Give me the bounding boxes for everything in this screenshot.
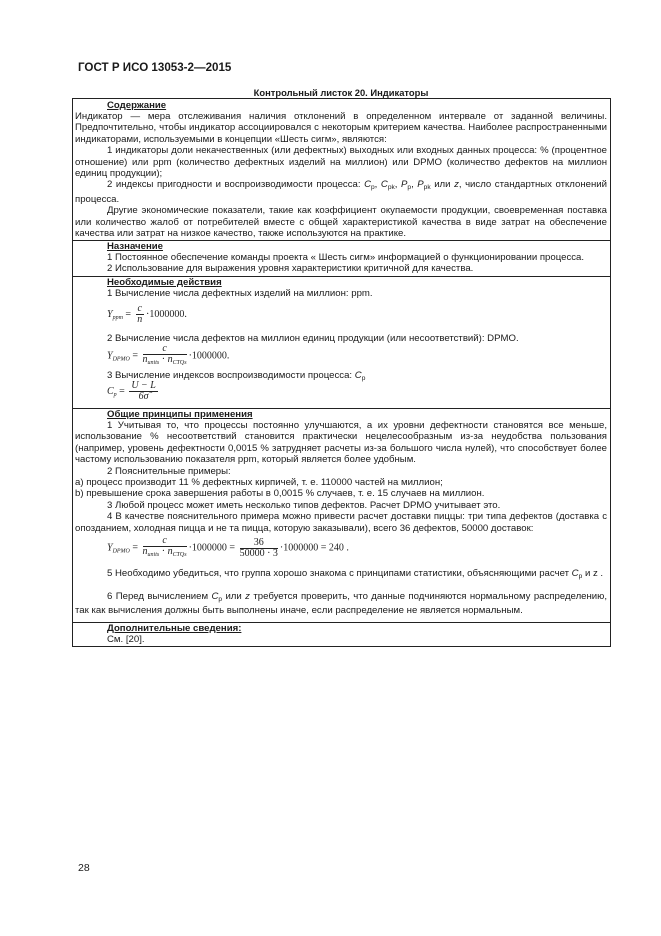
formula-pizza-den-a: n xyxy=(142,546,148,557)
principle-5-symbol: C xyxy=(571,568,579,579)
formula-pizza-tail: ·1000000 = 240 . xyxy=(279,542,349,554)
index-cp-symbol: C xyxy=(364,179,371,191)
formula-pizza-eq: = xyxy=(132,542,139,554)
index-ppk-symbol: P xyxy=(417,179,424,191)
formula-cp-ysub: p xyxy=(113,391,117,398)
checklist-table xyxy=(72,98,611,647)
formula-cp-fraction xyxy=(129,381,158,402)
purpose-heading: Назначение xyxy=(107,241,163,252)
formula-pizza-fraction-1: $\frac{c}{n_{units} \cdot n_{CTQs}}$ xyxy=(142,535,187,558)
indices-tail: число стандартных отклонений процесса. xyxy=(75,179,607,205)
formula-dpmo-den-a-sub: units xyxy=(147,360,160,366)
principles-section xyxy=(73,409,610,622)
index-pp-sub: p xyxy=(407,184,412,192)
formula-pizza-fraction-2 xyxy=(240,538,278,559)
formula-ppm-num: c xyxy=(137,303,142,314)
action-item-3-text: 3 Вычисление индексов воспроизводимости процесса: xyxy=(107,370,353,381)
formula-pizza-y: Y xyxy=(107,542,113,554)
purpose-item-1: 1 Постоянное обеспечение команды проекта « Шесть сигм» информацией о функционировании процесса. xyxy=(107,252,585,263)
formula-pizza-den-b-sub: CTQs xyxy=(172,552,187,558)
principle-6 xyxy=(75,591,607,617)
principle-2: 2 Пояснительные примеры: xyxy=(107,465,231,477)
principle-6-symbol-2: z xyxy=(245,591,250,602)
principle-5-sub: p xyxy=(578,573,583,580)
formula-ppm-y: Y xyxy=(107,308,113,320)
formula-cp-den: 6σ̂ xyxy=(138,391,149,402)
formula-cp-eq: = xyxy=(119,385,125,397)
standard-designation: ГОСТ Р ИСО 13053-2—2015 xyxy=(78,61,232,74)
checklist-title: Контрольный листок 20. Индикаторы xyxy=(253,87,429,98)
formula-dpmo-den-a: n xyxy=(142,354,148,365)
index-cpk-sub: pk xyxy=(387,184,395,192)
formula-pizza-num: c xyxy=(162,535,167,546)
index-ppk-sub: pk xyxy=(423,184,431,192)
formula-pizza-mid: ·1000000 = xyxy=(188,542,236,554)
principle-5 xyxy=(75,568,607,582)
content-paragraph-1: Индикатор — мера отслеживания наличия отклонений в определенном интервале от заданной величины. Предпочтительно, чтобы индикатор ассоциировался с некоторым критерием качества. Наиболее распространенными индикаторами, используемыми в концепции «Шесть сигм», являются: xyxy=(75,111,607,145)
formula-dpmo-ysub: DPMO xyxy=(112,356,130,363)
formula-dpmo-fraction: $\frac{c}{n_{units} \cdot n_{CTQs}}$ xyxy=(142,343,187,366)
formula-cp-y: C xyxy=(107,385,114,397)
additional-reference: См. [20]. xyxy=(107,634,145,645)
formula-dpmo-tail: ·1000000. xyxy=(188,350,230,362)
principle-6-or: или xyxy=(225,591,242,602)
formula-ppm-tail: ·1000000. xyxy=(146,308,187,320)
principle-5-text: 5 Необходимо убедиться, что группа хорошо знакома с принципами статистики, объясняющими расчет xyxy=(107,568,569,579)
formula-dpmo-y: Y xyxy=(107,350,113,362)
principle-2b: b) превышение срока завершения работы в 0,0015 % случаев, т. е. 15 случаев на миллион. xyxy=(75,488,485,500)
purpose-section xyxy=(73,241,610,275)
principle-6-sub-1: p xyxy=(218,596,223,603)
actions-section xyxy=(73,277,610,407)
formula-dpmo-num: c xyxy=(162,343,167,354)
page-number: 28 xyxy=(78,862,90,874)
formula-ppm-eq: = xyxy=(125,308,132,320)
formula-ppm-fraction xyxy=(136,304,144,325)
formula-dpmo-den-b: n xyxy=(167,354,173,365)
formula-ppm-den: n xyxy=(137,314,143,325)
index-cpk-symbol: C xyxy=(380,179,388,191)
purpose-item-2: 2 Использование для выражения уровня характеристики критичной для качества. xyxy=(107,263,474,275)
content-paragraph-2: 1 индикаторы доли некачественных (или дефектных) выходных или входных данных процесса: % (процентное отношение) или ppm (количество дефектных изделий на миллион) или DPMO (количество дефектов на миллион единиц продукции); xyxy=(75,145,607,180)
index-z-symbol: z xyxy=(454,179,459,191)
principle-1: 1 Учитывая то, что процессы постоянно улучшаются, а их уровни дефектности становятся все меньше, использование % несоответствий становится практически нецелесообразным из-за неудобства пользования (например, уровень дефектности 0,0015 % затрудняет расчеты из-за большого числа нулей), что способствует более частому использованию показателя ppm, который является более удобным. xyxy=(75,420,607,466)
principles-heading: Общие принципы применения xyxy=(107,409,253,420)
formula-pizza-den-b: n xyxy=(167,546,173,557)
action-item-1: 1 Вычисление числа дефектных изделий на миллион: ppm. xyxy=(107,288,373,299)
principle-3: 3 Любой процесс может иметь несколько типов дефектов. Расчет DPMO учитывает это. xyxy=(107,499,501,511)
principle-4: 4 В качестве пояснительного примера можно привести расчет доставки пиццы: три типа дефектов (доставка с опозданием, холодная пицца и не та пицца, которую заказывали), всего 36 дефектов, 50000 доставок: xyxy=(75,511,607,534)
principle-6-tail: требуется проверить, что данные подчиняются нормальному распределению, так как вычисления должны быть выполнены иначе, если распределение не является нормальным. xyxy=(75,591,608,617)
action-item-3-symbol: C xyxy=(354,370,362,381)
or-text: или xyxy=(434,179,451,191)
additional-section xyxy=(73,623,610,645)
formula-dpmo-den-b-sub: CTQs xyxy=(172,360,187,366)
principle-5-tail: и z . xyxy=(584,568,604,579)
indices-text: 2 индексы пригодности и воспроизводимости процесса: xyxy=(107,179,361,191)
content-heading: Содержание xyxy=(107,100,167,111)
action-item-2: 2 Вычисление числа дефектов на миллион единиц продукции (или несоответствий): DPMO. xyxy=(107,333,519,344)
principle-2a: а) процесс производит 11 % дефектных кирпичей, т. е. 110000 частей на миллион; xyxy=(75,477,443,489)
index-cp-sub: p xyxy=(371,184,375,192)
additional-heading: Дополнительные сведения: xyxy=(107,623,242,634)
formula-dpmo-eq: = xyxy=(132,350,139,362)
action-item-3-sub: p xyxy=(361,375,366,382)
formula-pizza-ysub: DPMO xyxy=(112,548,130,555)
actions-heading: Необходимые действия xyxy=(107,277,222,288)
principle-6-text: 6 Перед вычислением xyxy=(107,591,209,602)
content-paragraph-4: Другие экономические показатели, такие как коэффициент окупаемости продукции, своевременная поставка или количество жалоб от потребителей вместе с общей характеристикой качества в виде затрат на обеспечение качества или затрат на низкое качество, также используются на практике. xyxy=(75,205,607,240)
formula-cp-num: U − L xyxy=(131,380,156,391)
principle-6-symbol-1: C xyxy=(211,591,219,602)
content-paragraph-3: 2 индексы пригодности и воспроизводимости процесса: $C_p$, $C_{pk}$, $P_p$, $P_{pk}$ или z, число стандартных отклонений процесса. xyxy=(75,179,607,205)
index-pp-symbol: P xyxy=(400,179,408,191)
formula-ppm-ysub: ppm xyxy=(112,314,123,321)
formula-pizza-den-a-sub: units xyxy=(147,552,160,558)
content-section xyxy=(73,100,610,239)
formula-pizza-num2: 36 xyxy=(240,538,278,549)
formula-pizza-den2: 50000 · 3 xyxy=(239,547,278,559)
